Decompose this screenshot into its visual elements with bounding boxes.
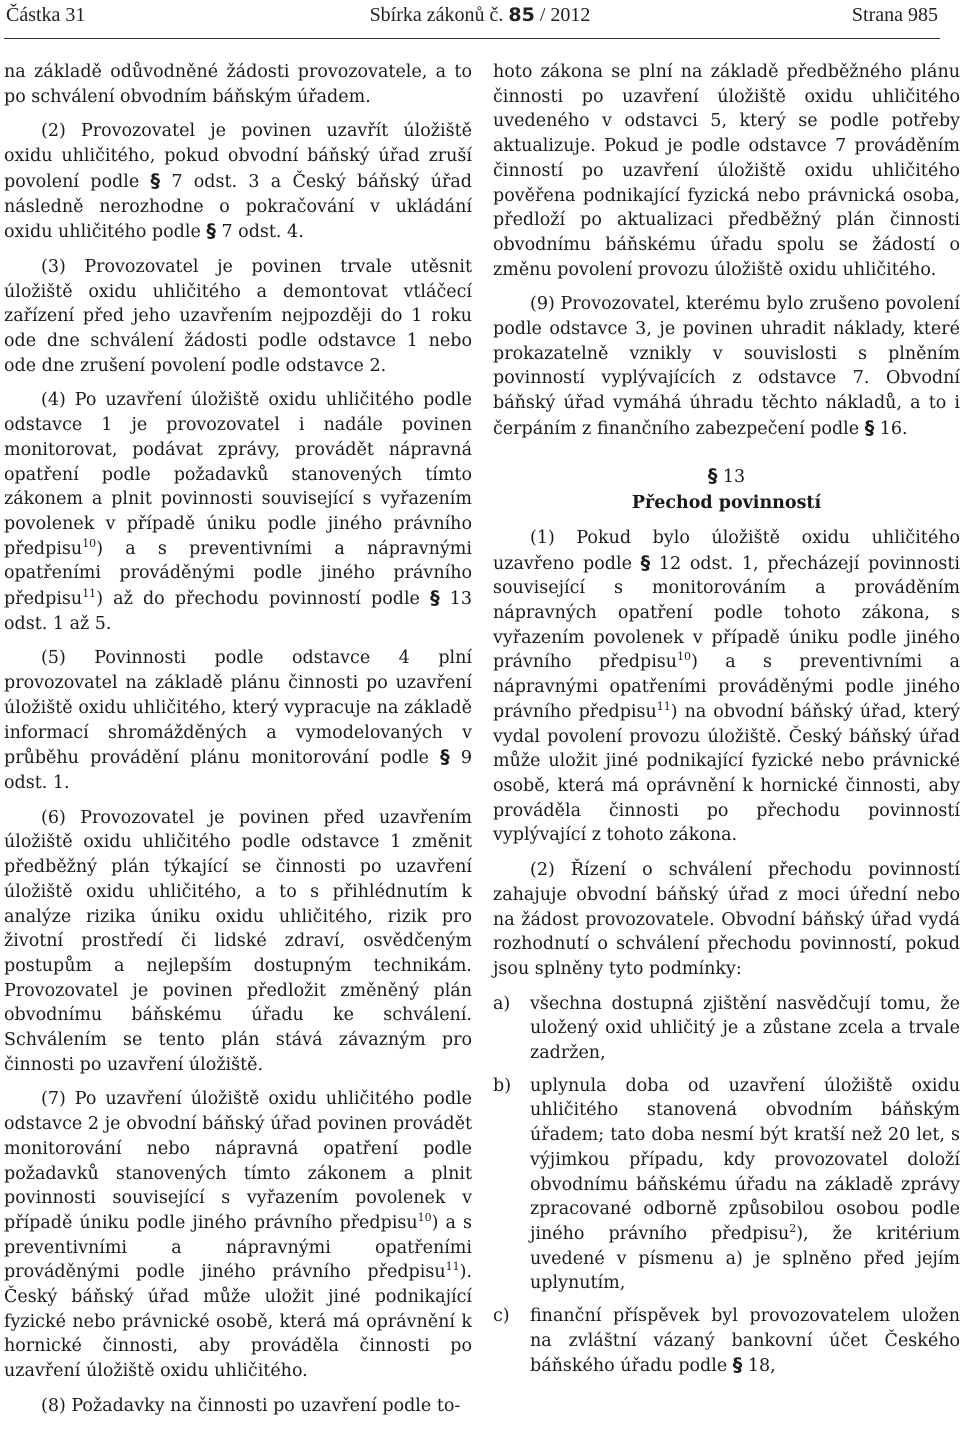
- section-sign-icon: §: [440, 746, 450, 769]
- paragraph-2: [4, 119, 472, 245]
- header-page-number: Strana 985: [851, 4, 938, 26]
- paragraph-7-text-c: ). Český báňský úřad může uložit jiné podnikající fyzické nebo právnické osobě, která má oprávnění k hornické činnosti, aby prováděla činnosti po uzavření úložiště oxidu uhličitého.: [4, 1262, 472, 1382]
- paragraph-5: [4, 646, 472, 795]
- section-sign-icon: §: [150, 169, 160, 192]
- header-collection-prefix: Sbírka zákonů č.: [369, 4, 504, 26]
- condition-item-a: [493, 992, 960, 1066]
- list-letter: b): [493, 1075, 512, 1096]
- header-collection-number: 85: [508, 4, 535, 26]
- list-letter: a): [493, 993, 511, 1014]
- paragraph-4-text-a: (4) Po uzavření úložiště oxidu uhličitého podle odstavce 1 je provozovatel i nadále povinen monitorovat, podávat zprávy, provádět nápravná opatření podle požadavků stanovených tímto zákonem a plnit povinnosti související s vyřazením povolenek v případě úniku podle jiného právního předpisu: [4, 390, 472, 559]
- condition-c-text: finanční příspěvek byl provozovatelem uložen na zvláštní vázaný bankovní účet Českého báňského úřadu podle: [530, 1306, 960, 1377]
- section-sign-icon: §: [864, 416, 875, 439]
- footnote-ref: 11: [445, 1260, 460, 1274]
- section-sign-icon: §: [640, 551, 651, 574]
- footnote-ref: 11: [82, 587, 97, 601]
- section-sign-icon: §: [430, 587, 440, 610]
- paragraph-3: (3) Provozovatel je povinen trvale utěsnit úložiště oxidu uhličitého a demontovat vtláčecí zařízení před jeho uzavřením nejpozději do 1 roku ode dne schválení žádosti podle odstavce 1 nebo ode dne zrušení povolení podle odstavce 2.: [4, 256, 472, 376]
- section-13-paragraph-1: [493, 526, 960, 848]
- paragraph-continuation: na základě odůvodněné žádosti provozovatele, a to po schválení obvodním báňským úřadem.: [4, 62, 472, 107]
- paragraph-4: [4, 388, 472, 636]
- s1-text-d: ) na obvodní báňský úřad, který vydal povolení provozu úložiště. Český báňský úřad může uložit jiné podnikající fyzické nebo právnické osobě, která má oprávnění k hornické činnosti, aby prováděla činnosti po přechodu povinností vyplývající z tohoto zákona.: [493, 701, 960, 846]
- paragraph-8-continuation: hoto zákona se plní na základě předběžného plánu činnosti po uzavření úložiště oxidu uhličitého uvedeného v odstavci 5, který se podle potřeby aktualizuje. Pokud je podle odstavce 7 prováděním činností po uzavření úložiště oxidu uhličitého pověřena podnikající fyzická nebo právnická osoba, předloží po aktualizaci předběžný plán činnosti obvodnímu báňskému úřadu spolu se žádostí o změnu povolení provozu úložiště oxidu uhličitého.: [493, 62, 960, 280]
- right-column: [493, 60, 960, 1387]
- footnote-ref: 2: [789, 1221, 797, 1235]
- condition-item-b: [493, 1074, 960, 1296]
- paragraph-9-text-b: 16.: [879, 418, 908, 439]
- header-part-number: Částka 31: [6, 4, 86, 26]
- section-number-value: 13: [722, 466, 746, 487]
- header-divider: [4, 38, 940, 39]
- condition-b-text-b: ), že kritérium uvedené v písmenu a) je splněno před jejím uplynutím,: [530, 1223, 960, 1294]
- paragraph-7: [4, 1087, 472, 1383]
- condition-c-text-b: 18,: [747, 1356, 776, 1377]
- header-collection-year: / 2012: [539, 4, 591, 26]
- paragraph-7-text-b: ) a s preventivními a nápravnými opatřeními prováděnými podle jiného právního předpisu: [4, 1212, 472, 1283]
- paragraph-6: (6) Provozovatel je povinen před uzavřením úložiště oxidu uhličitého podle odstavce 1 změnit předběžný plán týkající se činnosti po uzavření úložiště oxidu uhličitého, a to s přihlédnutím k analýze rizika úniku oxidu uhličitého, rizik pro životní prostředí či lidské zdraví, osvědčeným postupům a nejlepším dostupným technikám. Provozovatel je povinen předložit změněný plán obvodnímu báňskému úřadu ke schválení. Schválením se tento plán stává závazným pro činnosti po uzavření úložiště.: [4, 807, 472, 1075]
- paragraph-8: (8) Požadavky na činnosti po uzavření podle to-: [41, 1395, 461, 1416]
- footnote-ref: 10: [677, 650, 692, 664]
- paragraph-5-text-a: (5) Povinnosti podle odstavce 4 plní provozovatel na základě plánu činnosti po uzavření úložiště oxidu uhličitého, který vypracuje na základě informací shromážděných a vymodelovaných v průběhu provádění plánu monitorování podle: [4, 648, 472, 769]
- paragraph-4-text-b: ) a s preventivními a nápravnými opatřeními prováděnými podle jiného právního předpisu: [4, 538, 472, 610]
- s1-text-c: ) a s preventivními a nápravnými opatřeními prováděnými podle jiného právního předpisu: [493, 652, 960, 722]
- paragraph-4-text-d: 13 odst. 1 až 5.: [4, 589, 472, 634]
- condition-b-text-a: uplynula doba od uzavření úložiště oxidu uhličitého stanovená obvodním báňským úřadem; tato doba nesmí být kratší než 20 let, s výjimkou případu, kdy provozovatel doloží obvodnímu báňskému úřadu na základě zprávy zpracované odborně způsobilou osobou podle jiného právního předpisu: [530, 1075, 960, 1244]
- paragraph-7-text-a: (7) Po uzavření úložiště oxidu uhličitého podle odstavce 2 je obvodní báňský úřad povinen provádět monitorování nebo nápravná opatření podle požadavků stanovených tímto zákonem a plnit povinnosti související s vyřazením povolenek v případě úniku podle jiného právního předpisu: [4, 1089, 472, 1233]
- paragraph-4-text-c: ) až do přechodu povinností podle: [96, 589, 420, 610]
- paragraph-2-text-b: 7 odst. 3 a Český báňský úřad následně nerozhodne o pokračování v ukládání oxidu uhličitého podle: [4, 171, 472, 243]
- list-letter: c): [493, 1306, 510, 1327]
- section-sign-icon: §: [732, 1354, 743, 1377]
- footnote-ref: 10: [82, 536, 97, 550]
- section-13-paragraph-2: (2) Řízení o schválení přechodu povinností zahajuje obvodní báňský úřad z moci úřední nebo na žádost provozovatele. Obvodní báňský úřad vydá rozhodnutí o schválení přechodu povinností, pokud jsou splněny tyto podmínky:: [493, 860, 960, 979]
- footnote-ref: 11: [656, 699, 671, 713]
- footnote-ref: 10: [417, 1210, 432, 1224]
- paragraph-5-text-b: 9 odst. 1.: [4, 748, 472, 793]
- page-header: [0, 0, 960, 40]
- section-number: [493, 464, 960, 490]
- paragraph-2-text-a: (2) Provozovatel je povinen uzavřít úložiště oxidu uhličitého, pokud obvodní báňský úřad zruší povolení podle: [4, 121, 472, 192]
- condition-item-c: [493, 1304, 960, 1379]
- paragraph-2-text-c: 7 odst. 4.: [221, 222, 304, 243]
- section-sign-icon: §: [707, 464, 718, 487]
- condition-a-text: všechna dostupná zjištění nasvědčují tomu, že uložený oxid uhličitý je a zůstane zcela a trvale zadržen,: [530, 993, 960, 1064]
- section-title: Přechod povinností: [631, 493, 822, 514]
- left-column: [4, 60, 472, 1429]
- s1-text-a: (1) Pokud bylo úložiště oxidu uhličitého uzavřeno podle: [493, 527, 960, 574]
- s1-text-b: 12 odst. 1, přecházejí povinnosti související s monitorováním a prováděním nápravných opatření podle tohoto zákona, s vyřazením povolenek v případě úniku podle jiného právního předpisu: [493, 553, 960, 673]
- paragraph-9-text-a: (9) Provozovatel, kterému bylo zrušeno povolení podle odstavce 3, je povinen uhradit náklady, které prokazatelně vznikly v souvislosti s plněním povinností vyplývajících z odstavce 7. Obvodní báňský úřad vymáhá úhradu těchto nákladů, a to i čerpáním z finančního zabezpečení podle: [493, 294, 960, 439]
- paragraph-9: [493, 292, 960, 441]
- header-collection: [0, 4, 960, 27]
- section-sign-icon: §: [206, 220, 216, 243]
